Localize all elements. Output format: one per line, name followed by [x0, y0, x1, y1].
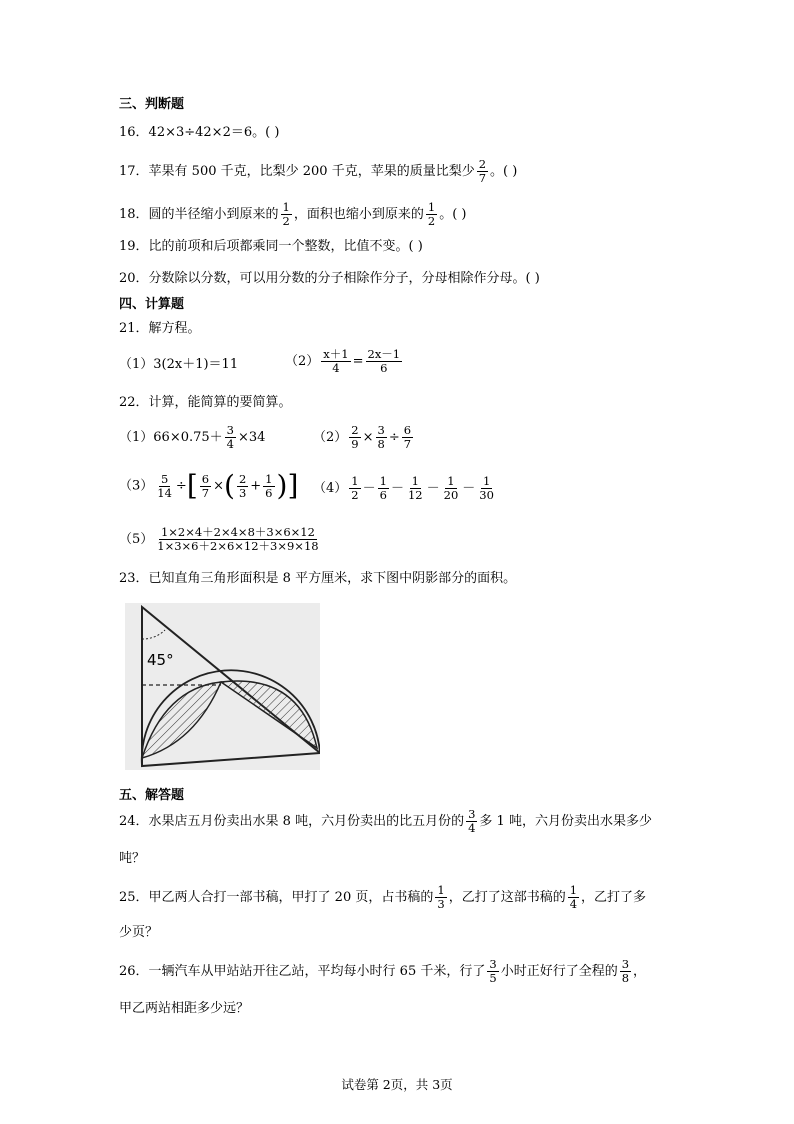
q22-2-f1	[349, 424, 360, 451]
q22-4-f2	[378, 475, 389, 502]
q18-text-b: ，面积也缩小到原来的	[293, 207, 424, 222]
q17-text: 17．苹果有 500 千克，比梨少 200 千克，苹果的质量比梨少	[119, 164, 475, 179]
q22-3-f1-num: 5	[160, 471, 169, 486]
q24-fraction	[466, 808, 477, 835]
q22-2-f2	[376, 424, 387, 451]
q22-part-1	[119, 424, 265, 451]
q22-part-5	[119, 526, 323, 553]
q22-4-f4	[442, 475, 461, 502]
question-18	[119, 201, 467, 228]
question-16: 16．42×3÷42×2＝6。( )	[119, 125, 280, 140]
q22-4-f4-num: 1	[447, 474, 455, 488]
q22-3-f4-num: 1	[265, 471, 273, 486]
q24-text-a: 24．水果店五月份卖出水果 8 吨，六月份卖出的比五月份的	[119, 814, 465, 829]
q26-f2-den: 8	[621, 971, 630, 985]
question-21: 21．解方程。	[119, 321, 201, 336]
q21-2-equals: =	[352, 354, 364, 369]
q22-1-num: 3	[226, 423, 234, 437]
q22-4-minus-3: －	[426, 481, 440, 496]
q22-3-f4-den: 6	[265, 485, 273, 500]
q26-text-b: 小时正好行了全程的	[500, 964, 618, 979]
q22-4-label: （4）	[313, 481, 348, 496]
q22-2-f1-den: 9	[351, 437, 359, 451]
q24-num: 3	[468, 807, 476, 821]
q21-2-rn: 2x－1	[367, 347, 401, 361]
q22-3-f3-num: 2	[238, 471, 247, 486]
q18-f2-num: 1	[427, 200, 436, 214]
q22-part-3	[119, 469, 299, 502]
question-25	[119, 884, 646, 911]
question-19: 19．比的前项和后项都乘同一个整数，比值不变。( )	[119, 239, 423, 254]
q22-2-op2: ÷	[388, 430, 400, 445]
q22-part-2	[313, 424, 415, 451]
q21-part-2	[285, 348, 404, 375]
q22-4-f1	[349, 475, 360, 502]
q22-1-tail: ×34	[237, 430, 266, 445]
q26-f1-num: 3	[489, 957, 497, 971]
q17-fraction-den: 7	[478, 171, 487, 185]
q24-continuation: 吨？	[119, 851, 146, 866]
triangle-semicircle-figure	[125, 603, 320, 770]
q22-4-f4-den: 20	[443, 488, 459, 502]
q26-f2-num: 3	[621, 957, 630, 971]
q18-blank: 。( )	[439, 207, 467, 222]
q18-fraction-2	[426, 201, 437, 228]
q22-3-f3-den: 3	[238, 485, 247, 500]
q22-part-4	[313, 475, 498, 502]
q22-2-f2-den: 8	[377, 437, 385, 451]
q22-3-f1	[155, 473, 174, 500]
q22-4-minus-4: －	[462, 481, 476, 496]
section-3-heading: 三、判断题	[119, 97, 185, 112]
q24-text-b: 多 1 吨，六月份卖出水果多少	[479, 814, 652, 829]
q18-f2-den: 2	[427, 214, 436, 228]
section-4-heading: 四、计算题	[119, 297, 185, 312]
angle-label: 45°	[147, 651, 174, 669]
q22-3-right-paren: )	[276, 469, 288, 502]
q25-f1-num: 1	[437, 883, 445, 897]
q26-fraction-2	[620, 958, 631, 985]
question-22: 22．计算，能简算的要简算。	[119, 395, 292, 410]
q22-2-op1: ×	[362, 430, 374, 445]
q22-3-label: （3）	[119, 478, 154, 494]
q22-3-f2-num: 6	[201, 471, 210, 486]
q18-fraction-1	[281, 201, 292, 228]
q22-3-f1-den: 14	[157, 485, 172, 500]
q22-4-f1-num: 1	[351, 474, 359, 488]
q22-2-f3	[402, 424, 413, 451]
q22-3-left-bracket: [	[186, 469, 198, 502]
q21-2-rd: 6	[380, 361, 388, 375]
q17-blank: 。( )	[490, 164, 518, 179]
question-24	[119, 808, 652, 835]
q22-4-f3	[406, 475, 425, 502]
q26-text-a: 26．一辆汽车从甲站站开往乙站，平均每小时行 65 千米，行了	[119, 964, 486, 979]
q18-f1-den: 2	[282, 214, 290, 228]
q22-2-f1-num: 2	[351, 423, 359, 437]
q18-f1-num: 1	[282, 200, 290, 214]
q25-text-c: ，乙打了多	[581, 890, 647, 905]
q25-f2-num: 1	[569, 883, 578, 897]
q24-den: 4	[468, 821, 476, 835]
question-26	[119, 958, 646, 985]
q25-text-a: 25．甲乙两人合打一部书稿，甲打了 20 页，占书稿的	[119, 890, 434, 905]
q21-2-left-fraction	[321, 348, 350, 375]
q22-4-f5	[477, 475, 496, 502]
q22-4-f3-den: 12	[407, 488, 423, 502]
q22-2-f3-den: 7	[403, 437, 412, 451]
q22-4-f5-den: 30	[479, 488, 494, 502]
q26-f1-den: 5	[489, 971, 497, 985]
q26-text-c: ，	[633, 964, 647, 979]
q22-2-f3-num: 6	[403, 423, 412, 437]
question-17	[119, 158, 517, 185]
q22-3-f4	[263, 473, 274, 500]
section-5-heading: 五、解答题	[119, 788, 185, 803]
q18-text-a: 18．圆的半径缩小到原来的	[119, 207, 279, 222]
q25-f2-den: 4	[569, 897, 578, 911]
q22-2-f2-num: 3	[377, 423, 385, 437]
q22-1-fraction	[225, 424, 236, 451]
q22-4-f5-num: 1	[482, 474, 491, 488]
q22-3-f2-den: 7	[201, 485, 210, 500]
q22-3-left-paren: (	[224, 469, 235, 502]
q22-4-minus-1: －	[362, 481, 376, 496]
q22-3-right-bracket: ]	[287, 469, 299, 502]
question-23: 23．已知直角三角形面积是 8 平方厘米，求下图中阴影部分的面积。	[119, 571, 517, 586]
q22-3-f3	[237, 473, 248, 500]
q21-2-label: （2）	[285, 354, 320, 369]
question-20: 20．分数除以分数，可以用分数的分子相除作分子，分母相除作分母。( )	[119, 271, 540, 286]
q25-continuation: 少页？	[119, 925, 159, 940]
q22-4-minus-2: －	[390, 481, 404, 496]
q25-f1-den: 3	[437, 897, 445, 911]
q22-3-op3: +	[250, 478, 262, 494]
q22-4-f1-den: 2	[351, 488, 359, 502]
q21-2-right-fraction	[366, 348, 403, 375]
q21-2-ln: x＋1	[323, 347, 349, 361]
q22-2-label: （2）	[313, 430, 348, 445]
q22-3-op1: ÷	[175, 478, 187, 494]
q21-2-ld: 4	[332, 361, 340, 375]
q17-fraction-num: 2	[478, 157, 487, 171]
q22-5-num: 1×2×4＋2×4×8＋3×6×12	[160, 525, 315, 539]
q25-fraction-1	[435, 884, 446, 911]
q22-5-fraction	[155, 526, 320, 553]
q17-fraction	[477, 158, 488, 185]
page-footer: 试卷第 2页，共 3页	[341, 1077, 453, 1092]
q22-3-op2: ×	[213, 478, 224, 494]
q26-continuation: 甲乙两站相距多少远？	[119, 1001, 250, 1016]
q22-4-f2-den: 6	[379, 488, 387, 502]
q22-5-den: 1×3×6＋2×6×12＋3×9×18	[157, 539, 319, 553]
q22-3-f2	[200, 473, 211, 500]
q22-1-den: 4	[226, 437, 234, 451]
q22-4-f2-num: 1	[379, 474, 387, 488]
q26-fraction-1	[487, 958, 498, 985]
q22-5-label: （5）	[119, 532, 154, 547]
q25-text-b: ，乙打了这部书稿的	[448, 890, 566, 905]
q21-part-1: （1）3(2x＋1)＝11	[119, 357, 239, 372]
q25-fraction-2	[568, 884, 579, 911]
q22-4-f3-num: 1	[411, 474, 419, 488]
q22-1-text: （1）66×0.75＋	[119, 430, 223, 445]
